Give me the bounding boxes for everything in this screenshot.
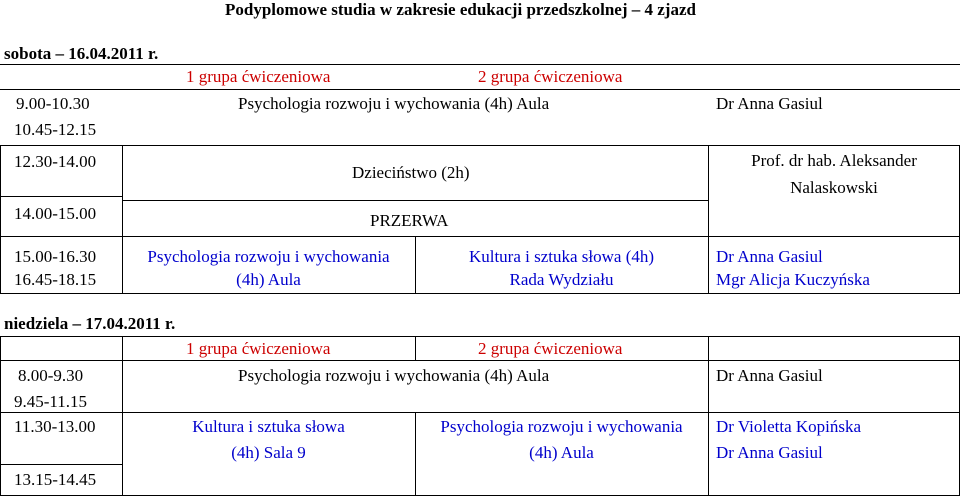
sat-time-6: 16.45-18.15 [14,270,97,289]
sun-teacher-4: Dr Anna Gasiul [716,443,823,462]
sun-course-1: Psychologia rozwoju i wychowania (4h) Aula [238,366,550,385]
sat-g2-course-line1: Kultura i sztuka słowa (4h) [468,247,655,266]
sat-g1-course-line1: Psychologia rozwoju i wychowania [147,247,390,266]
table-rule [0,145,1,293]
table-rule [0,196,122,197]
sat-teacher-3-line2: Nalaskowski [790,178,878,197]
sun-teacher-1: Dr Anna Gasiul [716,366,823,385]
sat-teacher-3-line1: Prof. dr hab. Aleksander [751,151,917,170]
table-rule [122,200,708,201]
table-rule [0,336,960,337]
sun-g2-course-line1: Psychologia rozwoju i wychowania [440,417,683,436]
sat-course-1: Psychologia rozwoju i wychowania (4h) Aula [238,94,550,113]
table-rule [0,412,960,413]
sun-time-1: 8.00-9.30 [18,366,84,385]
table-rule [0,464,122,465]
table-rule [415,336,416,360]
sat-teacher-6: Mgr Alicja Kuczyńska [716,270,870,289]
sun-teacher-3: Dr Violetta Kopińska [716,417,862,436]
table-rule [0,145,960,146]
sat-break: PRZERWA [370,211,449,230]
sat-group2-header: 2 grupa ćwiczeniowa [478,67,623,86]
saturday-date: sobota – 16.04.2011 r. [4,44,159,63]
sat-time-5: 15.00-16.30 [14,247,97,266]
sun-g1-course-line1: Kultura i sztuka słowa [192,417,345,436]
sat-time-2: 10.45-12.15 [14,120,97,139]
sat-g1-course-line2: (4h) Aula [236,270,301,289]
table-rule [0,89,960,90]
table-rule [0,360,960,361]
sat-course-3: Dzieciństwo (2h) [352,163,470,182]
page-title: Podyplomowe studia w zakresie edukacji przedszkolnej – 4 zjazd [225,0,696,19]
sat-time-4: 14.00-15.00 [14,204,97,223]
sat-time-1: 9.00-10.30 [16,94,90,113]
sun-group2-header: 2 grupa ćwiczeniowa [478,339,623,358]
sat-teacher-5: Dr Anna Gasiul [716,247,823,266]
sunday-date: niedziela – 17.04.2011 r. [4,314,176,333]
table-rule [0,293,960,294]
sun-time-2: 9.45-11.15 [14,392,88,411]
sat-time-3: 12.30-14.00 [14,152,97,171]
sun-group1-header: 1 grupa ćwiczeniowa [186,339,331,358]
sun-g2-course-line2: (4h) Aula [529,443,594,462]
sun-time-3: 11.30-13.00 [14,417,96,436]
sat-teacher-1: Dr Anna Gasiul [716,94,823,113]
sat-group1-header: 1 grupa ćwiczeniowa [186,67,331,86]
sun-time-4: 13.15-14.45 [14,470,97,489]
sat-g2-course-line2: Rada Wydziału [509,270,614,289]
table-rule [0,64,960,65]
table-rule [0,236,960,237]
sun-g1-course-line2: (4h) Sala 9 [231,443,306,462]
